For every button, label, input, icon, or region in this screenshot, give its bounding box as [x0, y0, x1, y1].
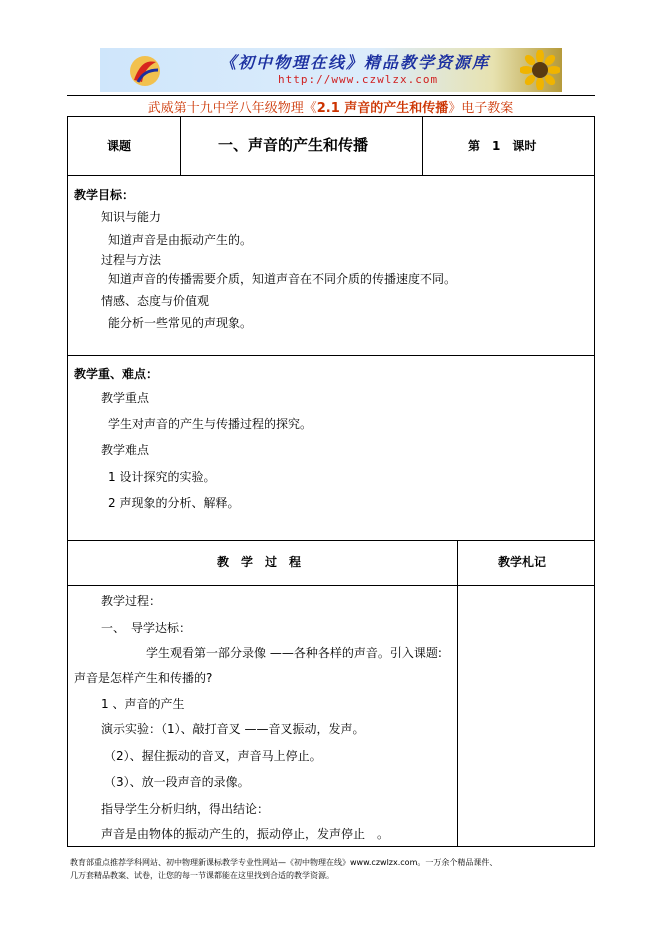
subtitle-suffix: 》电子教案: [448, 101, 514, 116]
process-line: 一、 导学达标：: [101, 621, 192, 635]
footer-line-2: 几万套精品教案、试卷，让您的每一节课都能在这里找到合适的教学资源。: [70, 871, 334, 880]
process-header: 教 学 过 程: [217, 555, 302, 569]
goal-line: 知识与能力: [101, 210, 162, 224]
header-banner: [100, 48, 562, 92]
footer-line-1: 教育部重点推荐学科网站、初中物理新课标教学专业性网站—《初中物理在线》www.czwlzx.com。一万余个精品课件、: [70, 858, 498, 867]
process-line: （3）、放一段声音的录像。: [104, 775, 250, 789]
process-line: 教学过程：: [101, 594, 162, 608]
notes-column-divider: [457, 585, 458, 847]
subtitle-prefix: 武威第十九中学八年级物理《: [147, 101, 317, 116]
notes-header: 教学札记: [498, 555, 547, 569]
goal-line: 知道声音是由振动产生的。: [108, 233, 253, 247]
keypoint-line: 2 声现象的分析、解释。: [108, 496, 240, 510]
banner-title: 《初中物理在线》精品教学资源库: [220, 53, 491, 72]
process-line: 指导学生分析归纳，得出结论：: [101, 802, 270, 816]
keypoint-line: 教学重点: [101, 391, 150, 405]
goal-line: 过程与方法: [101, 253, 162, 267]
goal-line: 能分析一些常见的声现象。: [108, 316, 253, 330]
banner-url[interactable]: http://www.czwlzx.com: [278, 73, 439, 86]
process-line: 1 、声音的产生: [101, 697, 185, 711]
site-logo-icon: [128, 54, 162, 88]
keypoints-heading: 教学重、难点：: [74, 367, 159, 381]
document-subtitle: [0, 97, 661, 116]
keypoint-line: 学生对声音的产生与传播过程的探究。: [108, 417, 313, 431]
process-line: 声音是由物体的振动产生的，振动停止，发声停止 。: [101, 827, 390, 841]
keypoint-line: 1 设计探究的实验。: [108, 470, 216, 484]
subtitle-highlight: 2.1 声音的产生和传播: [316, 101, 449, 116]
keypoint-line: 教学难点: [101, 443, 150, 457]
process-line: 学生观看第一部分录像 ——各种各样的声音。引入课题:: [146, 646, 442, 660]
goal-line: 知道声音的传播需要介质，知道声音在不同介质的传播速度不同。: [108, 272, 457, 286]
process-line: （2）、握住振动的音叉，声音马上停止。: [104, 749, 322, 763]
goal-line: 情感、态度与价值观: [101, 294, 210, 308]
topic-value: 一、声音的产生和传播: [218, 136, 369, 154]
goals-heading: 教学目标：: [74, 188, 135, 202]
sunflower-icon: [520, 50, 560, 90]
period-label: 第 1 课时: [468, 139, 537, 153]
process-line: 声音是怎样产生和传播的?: [74, 671, 213, 685]
process-line: 演示实验：（1）、敲打音叉 ——音叉振动，发声。: [101, 722, 365, 736]
header-rule: [67, 95, 595, 96]
page-footer: [70, 856, 600, 882]
topic-label: 课题: [107, 139, 132, 153]
